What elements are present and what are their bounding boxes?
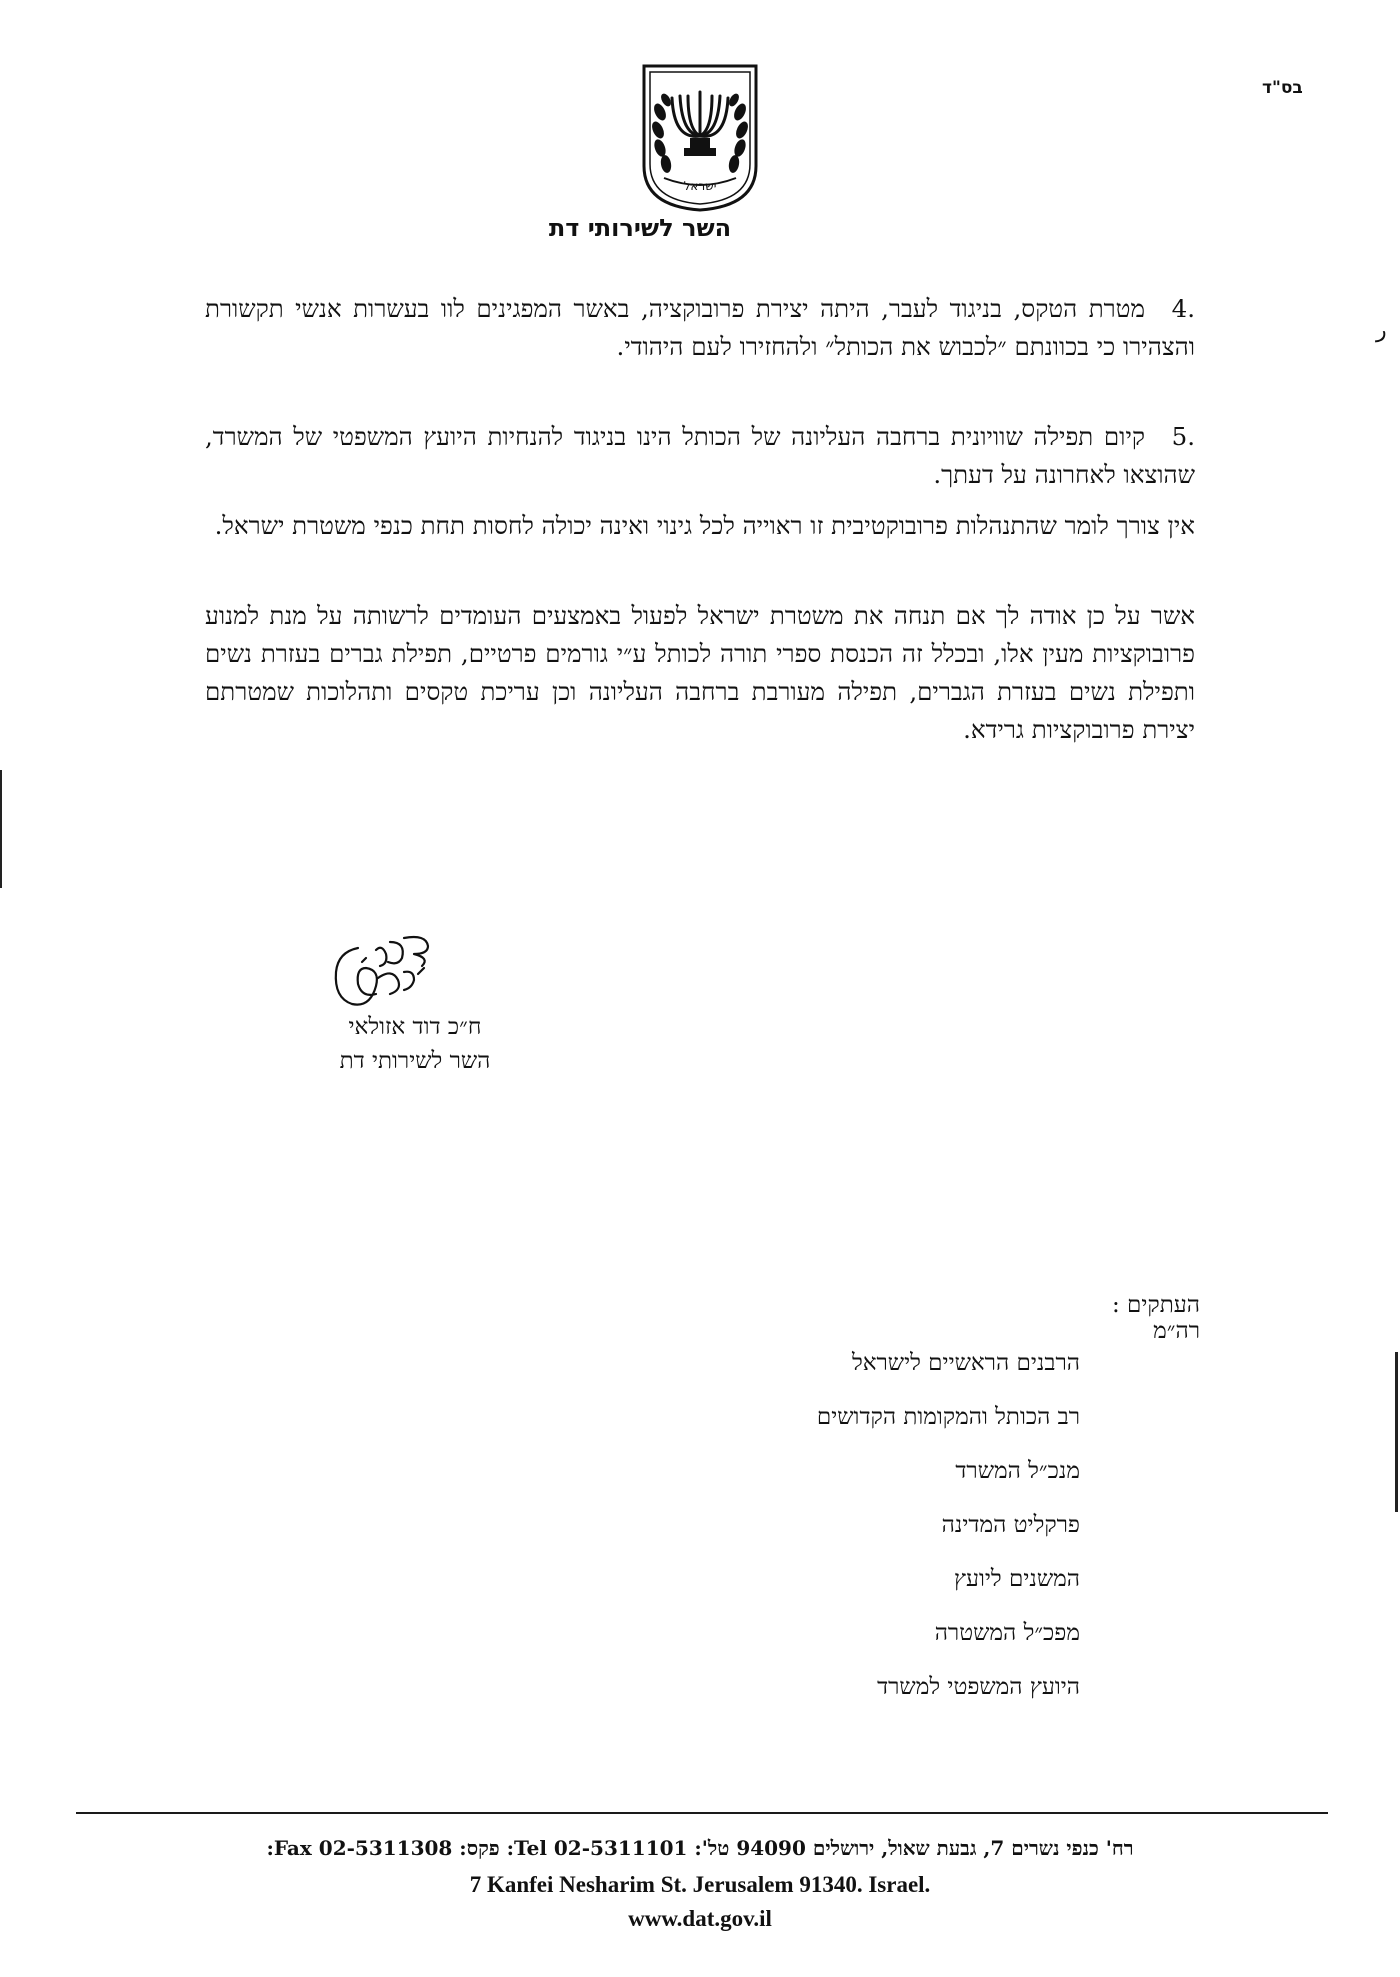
cc-item: פרקליט המדינה	[941, 1512, 1080, 1538]
scan-edge-left	[0, 770, 2, 888]
footer-address-hebrew: רח' כנפי נשרים 7, גבעת שאול, ירושלים 94090 טל': 02-5311101 Tel: פקס: 02-5311308 Fax:	[266, 1836, 1134, 1860]
state-emblem-icon	[638, 62, 762, 212]
paragraph-no-need: אין צורך לומר שהתנהלות פרובוקטיבית זו ראוייה לכל גינוי ואינה יכולה לחסות תחת כנפי משטרת ישראל.	[214, 511, 1195, 540]
footer-divider	[76, 1812, 1328, 1814]
cc-label: העתקים : רה״מ	[1111, 1292, 1200, 1344]
cc-list	[660, 1346, 1080, 1724]
emblem-text: ישראל	[683, 179, 717, 193]
item-4-number: .4	[1171, 294, 1195, 323]
cc-item: מנכ״ל המשרד	[955, 1458, 1080, 1484]
cc-item: מפכ״ל המשטרה	[934, 1620, 1080, 1646]
paragraph-request: אשר על כן אודה לך אם תנחה את משטרת ישראל לפעול באמצעים העומדים לרשותה על מנת למנוע פרובוקציות מעין אלו, ובכלל זה הכנסת ספרי תורה לכותל ע״י גורמים פרטיים, תפילת גברים בעזרת נשים ותפילת נשים בעזרת הגברים, תפילה מעורבת ברחבה העליונה וכן עריכת טקסים ותהלוכות שמטרתם יצירת פרובוקציות גרידא.	[205, 601, 1195, 744]
signatory-name: ח״כ דוד אזולאי	[348, 1014, 482, 1040]
cc-item: המשנים ליועץ	[954, 1566, 1080, 1592]
item-4-text: מטרת הטקס, בניגוד לעבר, היתה יצירת פרובוקציה, באשר המפגינים לוו בעשרות אנשי תקשורת והצהירו כי בכוונתם ״לכבוש את הכותל״ ולהחזירו לעם היהודי.	[205, 294, 1195, 361]
bsd-header: בס"ד	[1262, 78, 1303, 98]
cc-item: היועץ המשפטי למשרד	[877, 1674, 1080, 1700]
cc-item: הרבנים הראשיים לישראל	[851, 1350, 1080, 1376]
signature-block	[290, 1010, 540, 1078]
signatory-title: השר לשירותי דת	[339, 1048, 491, 1074]
item-5-text: קיום תפילה שוויונית ברחבה העליונה של הכותל הינו בניגוד להנחיות היועץ המשפטי של המשרד, שהוצאו לאחרונה על דעתך.	[205, 422, 1195, 489]
cc-item: רב הכותל והמקומות הקדושים	[816, 1404, 1080, 1430]
scan-mark: ر	[1376, 318, 1387, 343]
footer-address-english: 7 Kanfei Nesharim St. Jerusalem 91340. Israel.	[469, 1872, 931, 1897]
minister-title: השר לשירותי דת	[548, 214, 732, 242]
item-5	[205, 418, 1195, 494]
item-4	[205, 290, 1195, 366]
scan-edge-right	[1395, 1352, 1398, 1512]
footer-website: www.dat.gov.il	[628, 1906, 772, 1931]
item-5-number: .5	[1171, 422, 1195, 451]
